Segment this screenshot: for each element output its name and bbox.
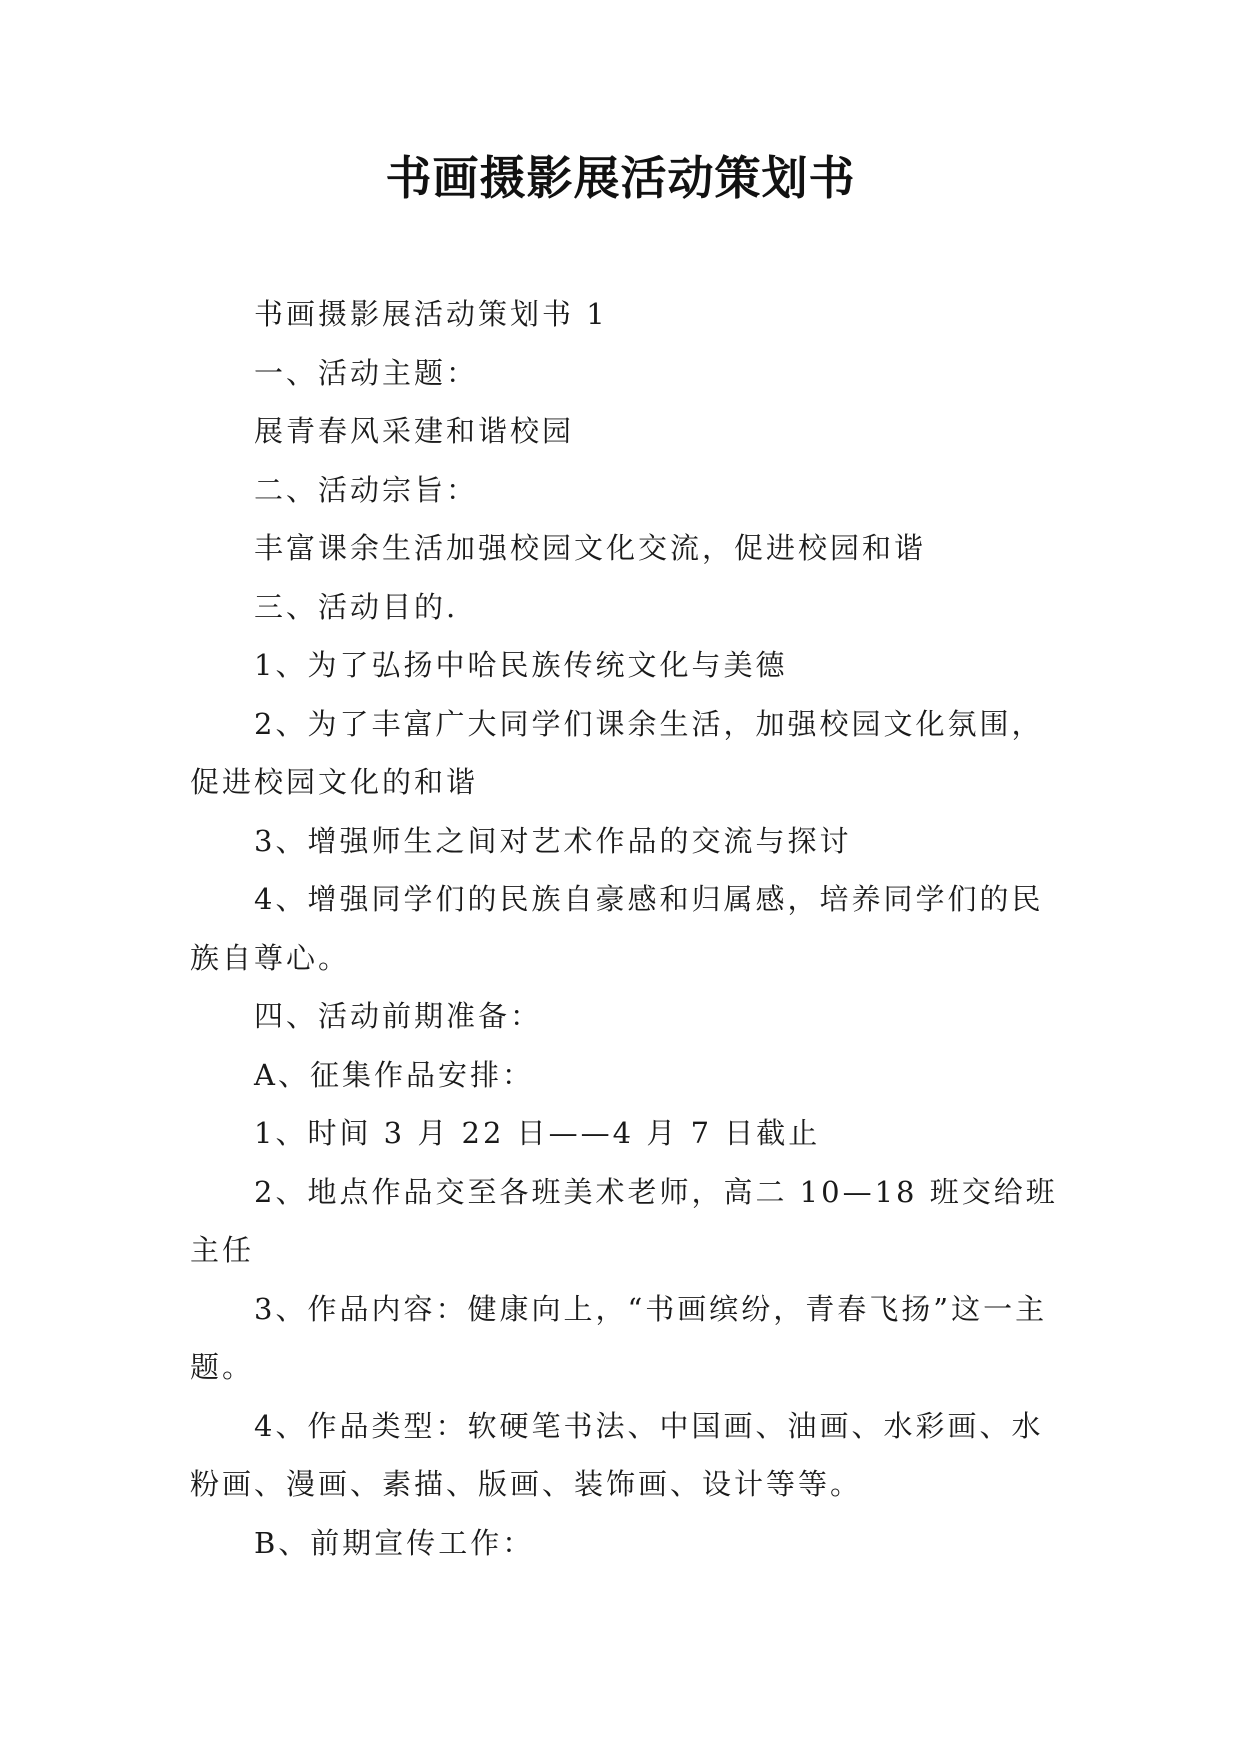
heading-preparation: 四、活动前期准备： bbox=[254, 999, 543, 1033]
list-item-goal-4: 4、增强同学们的民族自豪感和归属感，培养同学们的民族自尊心。 bbox=[190, 882, 1044, 975]
paragraph-theme-text: 展青春风采建和谐校园 bbox=[254, 414, 575, 448]
list-item-collection-2: 2、地点作品交至各班美术老师，高二 10—18 班交给班主任 bbox=[190, 1174, 1058, 1267]
subheading-collection: A、征集作品安排： bbox=[254, 1057, 534, 1092]
list-item-collection-1: 1、时间 3 月 22 日——4 月 7 日截止 bbox=[254, 1116, 821, 1150]
heading-activity-goal: 三、活动目的. bbox=[254, 589, 459, 624]
heading-activity-theme: 一、活动主题： bbox=[254, 355, 479, 390]
paragraph-purpose-text: 丰富课余生活加强校园文化交流，促进校园和谐 bbox=[254, 531, 927, 565]
list-item-collection-4: 4、作品类型：软硬笔书法、中国画、油画、水彩画、水粉画、漫画、素描、版画、装饰画、设计等等。 bbox=[190, 1408, 1044, 1501]
list-item-collection-3: 3、作品内容：健康向上，“书画缤纷，青春飞扬”这一主题。 bbox=[190, 1291, 1048, 1384]
document-body bbox=[190, 285, 1066, 1572]
subheading-publicity: B、前期宣传工作： bbox=[254, 1525, 535, 1560]
paragraph-subtitle: 书画摄影展活动策划书 1 bbox=[254, 297, 608, 331]
list-item-goal-3: 3、增强师生之间对艺术作品的交流与探讨 bbox=[254, 823, 852, 858]
list-item-goal-2: 2、为了丰富广大同学们课余生活，加强校园文化氛围，促进校园文化的和谐 bbox=[190, 706, 1044, 799]
document-title: 书画摄影展活动策划书 bbox=[385, 151, 856, 205]
list-item-goal-1: 1、为了弘扬中哈民族传统文化与美德 bbox=[254, 648, 788, 682]
heading-activity-purpose: 二、活动宗旨： bbox=[254, 472, 479, 507]
